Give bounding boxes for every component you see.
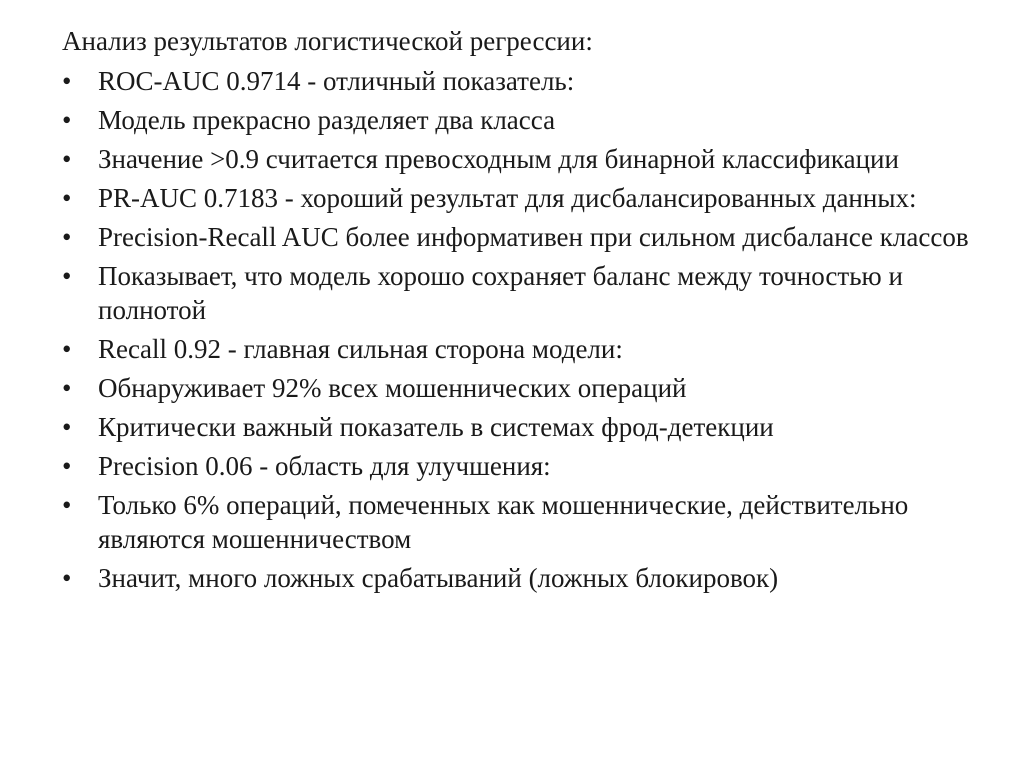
list-item [62, 181, 982, 215]
bullet-icon: • [62, 373, 72, 403]
list-item-text: ROC-AUC 0.9714 - отличный показатель: [98, 66, 575, 96]
bullet-icon: • [62, 66, 72, 96]
bullet-icon: • [62, 222, 72, 252]
list-item [62, 371, 982, 405]
list-item-text: Значит, много ложных срабатываний (ложных блокировок) [98, 563, 779, 593]
list-item [62, 142, 982, 176]
list-item [62, 488, 982, 556]
slide-content [62, 24, 982, 600]
list-item-text: Recall 0.92 - главная сильная сторона модели: [98, 334, 623, 364]
list-item-text: Критически важный показатель в системах фрод-детекции [98, 412, 774, 442]
list-item [62, 561, 982, 595]
list-item-text: Показывает, что модель хорошо сохраняет баланс между точностью и полнотой [98, 261, 903, 325]
bullet-icon: • [62, 490, 72, 520]
list-item-text: Precision-Recall AUC более информативен при сильном дисбалансе классов [98, 222, 969, 252]
list-item-text: PR-AUC 0.7183 - хороший результат для дисбалансированных данных: [98, 183, 917, 213]
list-item-text: Обнаруживает 92% всех мошеннических операций [98, 373, 687, 403]
list-item-text: Только 6% операций, помеченных как мошеннические, действительно являются мошенничеством [98, 490, 909, 554]
bullet-icon: • [62, 144, 72, 174]
bullet-icon: • [62, 451, 72, 481]
bullet-icon: • [62, 334, 72, 364]
bullet-icon: • [62, 563, 72, 593]
list-item-text: Значение >0.9 считается превосходным для бинарной классификации [98, 144, 899, 174]
slide-heading: Анализ результатов логистической регрессии: [62, 26, 593, 56]
list-item [62, 64, 982, 98]
list-item [62, 259, 982, 327]
list-item [62, 449, 982, 483]
bullet-list [62, 64, 982, 595]
list-item [62, 103, 982, 137]
list-item [62, 332, 982, 366]
list-item [62, 220, 982, 254]
list-item [62, 410, 982, 444]
bullet-icon: • [62, 183, 72, 213]
list-item-text: Precision 0.06 - область для улучшения: [98, 451, 551, 481]
bullet-icon: • [62, 261, 72, 291]
list-item-text: Модель прекрасно разделяет два класса [98, 105, 556, 135]
bullet-icon: • [62, 412, 72, 442]
bullet-icon: • [62, 105, 72, 135]
